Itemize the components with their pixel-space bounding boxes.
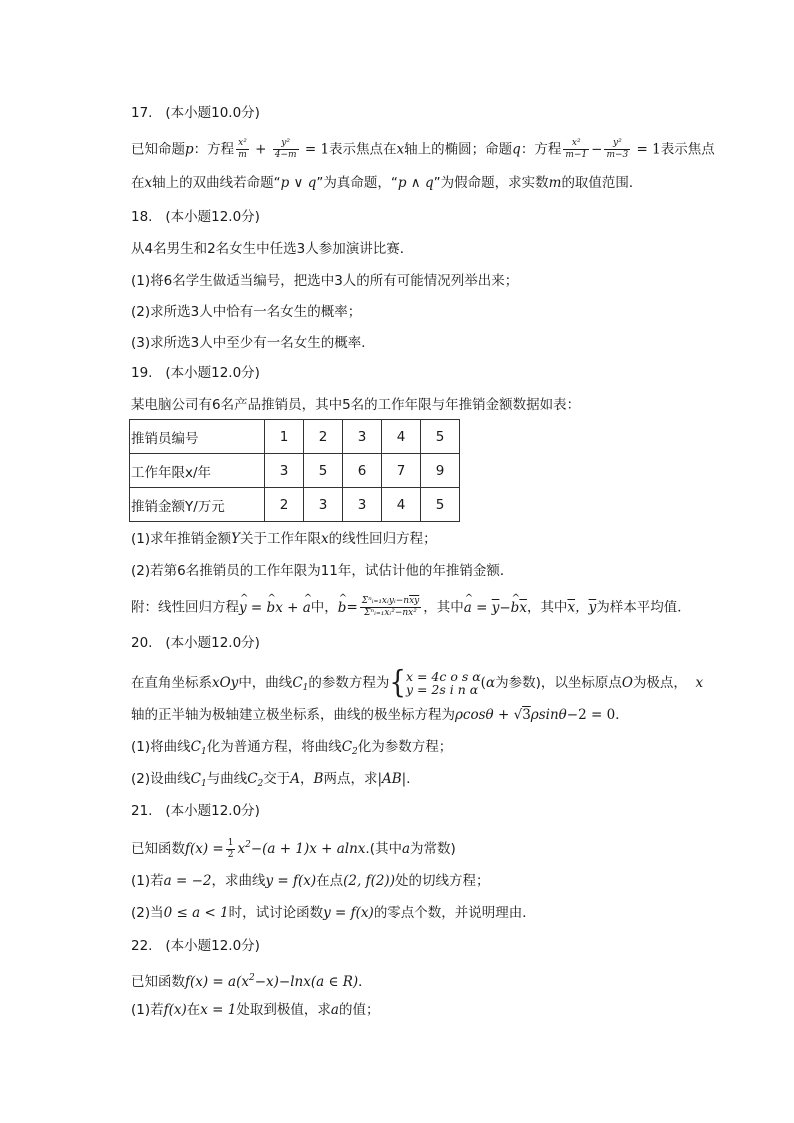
row-header: 推销员编号 <box>130 420 265 454</box>
q22-header <box>131 937 260 955</box>
table-row <box>130 420 460 454</box>
parametric-system: x = 4c o s α y = 2s i n α <box>405 669 481 697</box>
q20-part1: (1)将曲线$C_1$化为普通方程，将曲线$C_2$化为参数方程； <box>131 739 453 757</box>
q18-number: 18. <box>131 209 153 225</box>
table-cell: 6 <box>343 454 382 488</box>
q20-part2: (2)设曲线$C_1$与曲线$C_2$交于A，B两点，求|AB|． <box>131 771 420 789</box>
q18-intro: 从4名男生和2名女生中任选3人参加演讲比赛． <box>131 241 414 257</box>
fraction: $\frac{\text{x²}}{m-1}$ <box>565 138 588 160</box>
table-cell: 2 <box>304 420 343 454</box>
table-cell: 5 <box>304 454 343 488</box>
row-header: 工作年限x/年 <box>130 454 265 488</box>
table-cell: 3 <box>304 488 343 522</box>
fraction: $\frac{\text{x²}}{m}$ <box>238 138 247 160</box>
q18-score: (本小题12.0分) <box>165 209 260 225</box>
table-cell: 9 <box>421 454 460 488</box>
table-cell: 7 <box>382 454 421 488</box>
q19-score: (本小题12.0分) <box>165 365 260 381</box>
q19-part2: (2)若第6名推销员的工作年限为11年，试估计他的年推销金额． <box>131 563 514 579</box>
q20-header <box>131 634 260 652</box>
q20-score: (本小题12.0分) <box>165 635 260 651</box>
q20-line2: 轴的正半轴为极轴建立极坐标系，曲线的极坐标方程为ρcosθ + √3ρsinθ−2 = 0． <box>131 707 629 723</box>
q19-appendix: 附：线性回归方程^ y = ^ bx + ^ a中，^ b= $\frac{\Sigma^nᵢ_{=1}xᵢyᵢ-n\overline{xy}}{\Sigma^nᵢ_{=1}xᵢ^2-n\overline{x}^2}$ ，其中^ $a = \overline{y}-\^{}$ $b\overline{x}$，其中$\overline{x}$，$\overline{y}$为样本平均值． <box>131 596 691 619</box>
table-cell: 3 <box>343 488 382 522</box>
table-cell: 1 <box>265 420 304 454</box>
q18-part2: (2)求所选3人中恰有一名女生的概率； <box>131 304 362 320</box>
q19-intro: 某电脑公司有6名产品推销员，其中5名的工作年限与年推销金额数据如表： <box>131 397 581 413</box>
table-row <box>130 454 460 488</box>
q19-number: 19. <box>131 365 153 381</box>
table-cell: 4 <box>382 420 421 454</box>
q20-line1: 在直角坐标系xOy中，曲线$C_1$的参数方程为{x = 4c o s α y = 2s i n α (α为参数)，以坐标原点O为极点， x <box>131 665 704 701</box>
table-cell: 4 <box>382 488 421 522</box>
q18-header <box>131 208 260 226</box>
data-table <box>129 419 460 522</box>
table-cell: 5 <box>421 488 460 522</box>
q21-score: (本小题12.0分) <box>165 803 260 819</box>
fraction: $\frac{\Sigma^nᵢ_{=1}xᵢyᵢ-n\overline{xy}}{\Sigma^nᵢ_{=1}xᵢ^2-n\overline{x}^2}$ <box>361 596 420 618</box>
q18-part1: (1)将6名学生做适当编号，把选中3人的所有可能情况列举出来； <box>131 273 519 289</box>
fraction: $\frac{\text{y²}}{4-m}$ <box>274 138 297 160</box>
table-cell: 5 <box>421 420 460 454</box>
q17-number: 17. <box>131 105 153 121</box>
table-cell: 3 <box>265 454 304 488</box>
q17-header <box>131 104 260 122</box>
q19-part1: (1)求年推销金额Y关于工作年限x的线性回归方程； <box>131 531 437 547</box>
q22-score: (本小题12.0分) <box>165 938 260 954</box>
q19-header <box>131 364 260 382</box>
q22-part1: (1)若f(x)在x = 1处取到极值，求a的值； <box>131 1002 380 1018</box>
fraction: $\frac{\text{y²}}{m-3}$ <box>606 138 629 160</box>
q20-number: 20. <box>131 635 153 651</box>
q21-number: 21. <box>131 803 153 819</box>
q21-line1: 已知函数f(x) = $\frac{1}{2}$ $x^2-(a + 1)x + alnx$.(其中a为常数) <box>131 837 456 860</box>
q21-header <box>131 802 260 820</box>
q18-part3: (3)求所选3人中至少有一名女生的概率． <box>131 335 375 351</box>
q22-number: 22. <box>131 938 153 954</box>
fraction: $\frac{1}{2}$ <box>227 837 234 860</box>
q17-line1: 已知命题p：方程 $\frac{\text{x²}}{m}$ + $\frac{\text{y²}}{4-m}$ = 1表示焦点在x轴上的椭圆；命题q：方程 $\frac{\text{x²}}{m-1}$ − $\frac{\text{y²}}{m-3}$ = 1表示焦点 <box>131 138 715 160</box>
q17-score: (本小题10.0分) <box>165 105 260 121</box>
q21-part2: (2)当0 ≤ a < 1时，试讨论函数y = f(x)的零点个数，并说明理由． <box>131 905 536 921</box>
q17-line2: 在x轴上的双曲线若命题“p ∨ q”为真命题，“p ∧ q”为假命题，求实数m的取值范围． <box>131 175 643 191</box>
row-header: 推销金额Y/万元 <box>130 488 265 522</box>
q21-part1: (1)若a = −2，求曲线y = f(x)在点(2, f(2))处的切线方程； <box>131 873 490 889</box>
table-cell: 3 <box>343 420 382 454</box>
table-cell: 2 <box>265 488 304 522</box>
q22-line1: 已知函数$f(x) = a(x^2-x)-\ln x(a$ ∈ R)． <box>131 973 372 990</box>
table-row <box>130 488 460 522</box>
